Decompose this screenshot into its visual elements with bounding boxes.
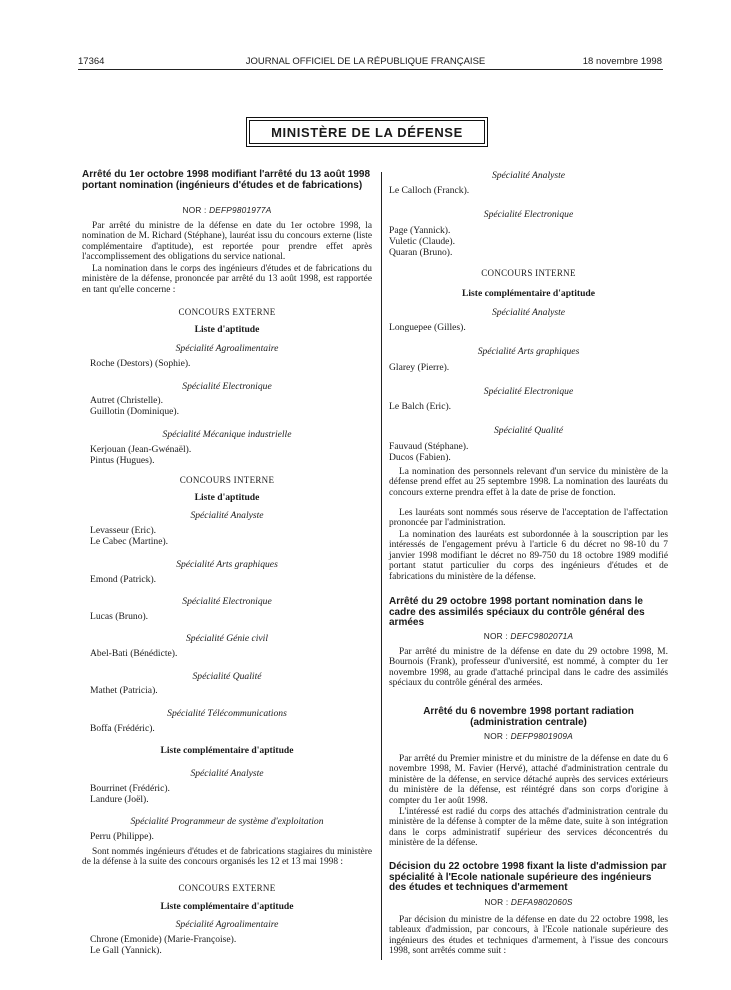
nor-label: NOR : (182, 205, 207, 215)
speciality-heading: Spécialité Analyste (491, 307, 566, 318)
decree-title: Décision du 22 octobre 1998 fixant la liste d'admission par spécialité à l'Ecole nationale supérieure des ingénieurs des études et techniques d'armement (389, 861, 667, 893)
speciality-heading: Spécialité Electronique (483, 209, 574, 220)
name-entry: Lucas (Bruno). (90, 611, 149, 622)
decree-paragraph: Par arrêté du ministre de la défense en date du 29 octobre 1998, M. Bournois (Frank), professeur d'université, est nommé, à compter du 1er novembre 1998, au grade d'attaché principal dans le cadre des assimilés spéciaux du contrôle général des armées. (389, 647, 668, 689)
decree-paragraph: La nomination des lauréats est subordonnée à la souscription par les intéressés de l'engagement prévu à l'article 6 du décret no 98-10 du 7 janvier 1998 modifiant le décret no 89-750 du 18 octobre 1989 modifié portant statut particulier du corps des ingénieurs d'études et de fabrications du ministère de la défense. (389, 530, 668, 582)
speciality-heading: Spécialité Génie civil (185, 633, 269, 644)
name-entry: Boffa (Frédéric). (90, 723, 155, 734)
speciality-heading: Spécialité Electronique (182, 381, 272, 392)
name-entry: Bourrinet (Frédéric). (90, 783, 170, 794)
ministry-banner-text: MINISTÈRE DE LA DÉFENSE (249, 120, 485, 144)
issue-date: 18 novembre 1998 (582, 56, 662, 67)
speciality-heading: Spécialité Agroalimentaire (175, 919, 279, 930)
name-entry: Vuletic (Claude). (389, 236, 456, 247)
speciality-heading: Spécialité Programmeur de système d'exploitation (130, 816, 324, 827)
decree-title: Arrêté du 1er octobre 1998 modifiant l'arrêté du 13 août 1998 portant nomination (ingénieurs d'études et de fabrications) (82, 169, 371, 191)
decree-paragraph: La nomination dans le corps des ingénieurs d'études et de fabrications du ministère de la défense, prononcée par arrêté du 13 août 1998, est rapportée en tant qu'elle concerne : (82, 264, 372, 295)
nor-reference (389, 731, 668, 742)
name-entry: Kerjouan (Jean-Gwénaël). (90, 444, 192, 455)
nor-reference (389, 631, 668, 642)
name-entry: Autret (Christelle). (90, 395, 163, 406)
nor-reference (82, 205, 372, 216)
speciality-heading: Spécialité Arts graphiques (176, 559, 278, 570)
list-heading: Liste d'aptitude (194, 492, 260, 503)
name-entry: Mathet (Patricia). (90, 685, 158, 696)
list-heading: Liste complémentaire d'aptitude (160, 901, 294, 912)
nor-label: NOR : (484, 731, 509, 741)
decree-paragraph: Les lauréats sont nommés sous réserve de l'acceptation de l'affectation prononcée par l'administration. (389, 508, 668, 529)
nor-code: DEFC9802071A (510, 631, 574, 641)
decree-paragraph: Par décision du ministre de la défense en date du 22 octobre 1998, les tableaux d'admission, par concours, à l'Ecole nationale supérieure des ingénieurs des études et techniques d'armement, à l'issue des concours 1998, sont arrêtés comme suit : (389, 915, 668, 957)
name-entry: Le Balch (Eric). (389, 401, 452, 412)
name-entry: Abel-Bati (Bénédicte). (90, 648, 178, 659)
speciality-heading: Spécialité Analyste (491, 170, 566, 181)
name-entry: Roche (Destors) (Sophie). (90, 358, 191, 369)
speciality-heading: Spécialité Electronique (182, 596, 272, 607)
speciality-heading: Spécialité Agroalimentaire (175, 343, 279, 354)
journal-title: JOURNAL OFFICIEL DE LA RÉPUBLIQUE FRANÇAISE (245, 56, 486, 67)
decree-title: Arrêté du 29 octobre 1998 portant nomination dans le cadre des assimilés spéciaux du contrôle général des armées (389, 596, 645, 628)
name-entry: Ducos (Fabien). (389, 452, 451, 463)
name-entry: Guillotin (Dominique). (90, 406, 179, 417)
name-entry: Perru (Philippe). (90, 831, 154, 842)
name-entry: Glarey (Pierre). (389, 362, 450, 373)
section-heading: CONCOURS INTERNE (179, 475, 275, 485)
name-entry: Page (Yannick). (389, 225, 451, 236)
header-rule (78, 69, 663, 70)
list-heading: Liste complémentaire d'aptitude (461, 288, 596, 299)
list-heading: Liste complémentaire d'aptitude (160, 745, 294, 756)
list-heading: Liste d'aptitude (194, 324, 260, 335)
name-entry: Le Gall (Yannick). (90, 945, 162, 956)
name-entry: Chrone (Emonide) (Marie-Françoise). (90, 934, 237, 945)
decree-paragraph: Par arrêté du ministre de la défense en date du 1er octobre 1998, la nomination de M. Richard (Stéphane), lauréat issu du concours externe (liste complémentaire d'aptitude), est reportée pour prendre effet après l'accomplissement des obligations du service national. (82, 221, 372, 263)
section-heading: CONCOURS EXTERNE (178, 307, 276, 317)
speciality-heading: Spécialité Mécanique industrielle (162, 429, 292, 440)
section-heading: CONCOURS EXTERNE (178, 883, 276, 893)
speciality-heading: Spécialité Analyste (190, 768, 264, 779)
speciality-heading: Spécialité Télécommunications (167, 708, 287, 719)
name-entry: Landure (Joël). (90, 794, 149, 805)
nor-reference (389, 897, 668, 908)
nor-code: DEFA9802060S (510, 897, 573, 907)
decree-paragraph: Sont nommés ingénieurs d'études et de fabrications stagiaires du ministère de la défense à la suite des concours organisés les 12 et 13 mai 1998 : (82, 847, 372, 868)
speciality-heading: Spécialité Electronique (483, 386, 574, 397)
decree-paragraph: Par arrêté du Premier ministre et du ministre de la défense en date du 6 novembre 1998, M. Favier (Hervé), attaché d'administration centrale du ministère de la défense, en service détaché auprès des services extérieurs du ministère de la défense, est réintégré dans son corps d'origine à compter du 1er août 1998. (389, 754, 668, 806)
name-entry: Pintus (Hugues). (90, 455, 155, 466)
name-entry: Quaran (Bruno). (389, 247, 453, 258)
speciality-heading: Spécialité Qualité (493, 425, 563, 436)
column-divider (381, 172, 382, 960)
name-entry: Fauvaud (Stéphane). (389, 441, 469, 452)
nor-code: DEFP9801977A (209, 205, 272, 215)
speciality-heading: Spécialité Qualité (192, 671, 262, 682)
name-entry: Longuepee (Gilles). (389, 322, 466, 333)
name-entry: Le Cabec (Martine). (90, 536, 169, 547)
name-entry: Emond (Patrick). (90, 574, 157, 585)
name-entry: Le Calloch (Franck). (389, 185, 470, 196)
nor-label: NOR : (484, 897, 509, 907)
section-heading: CONCOURS INTERNE (481, 268, 576, 278)
speciality-heading: Spécialité Arts graphiques (477, 346, 580, 357)
speciality-heading: Spécialité Analyste (190, 510, 264, 521)
page-number: 17364 (78, 56, 105, 67)
decree-title: Arrêté du 6 novembre 1998 portant radiation (administration centrale) (423, 706, 634, 728)
nor-label: NOR : (483, 631, 508, 641)
decree-paragraph: L'intéressé est radié du corps des attachés d'administration centrale du ministère de la défense à compter de la même date, suite à son intégration dans le corps administratif supérieur des services déconcentrés du ministère de la défense. (389, 807, 668, 849)
name-entry: Levasseur (Eric). (90, 525, 157, 536)
decree-paragraph: La nomination des personnels relevant d'un service du ministère de la défense prend effet au 25 septembre 1998. La nomination des lauréats du concours externe prendra effet à la date de prise de fonction. (389, 467, 668, 498)
ministry-banner (246, 117, 488, 147)
nor-code: DEFP9801909A (510, 731, 573, 741)
